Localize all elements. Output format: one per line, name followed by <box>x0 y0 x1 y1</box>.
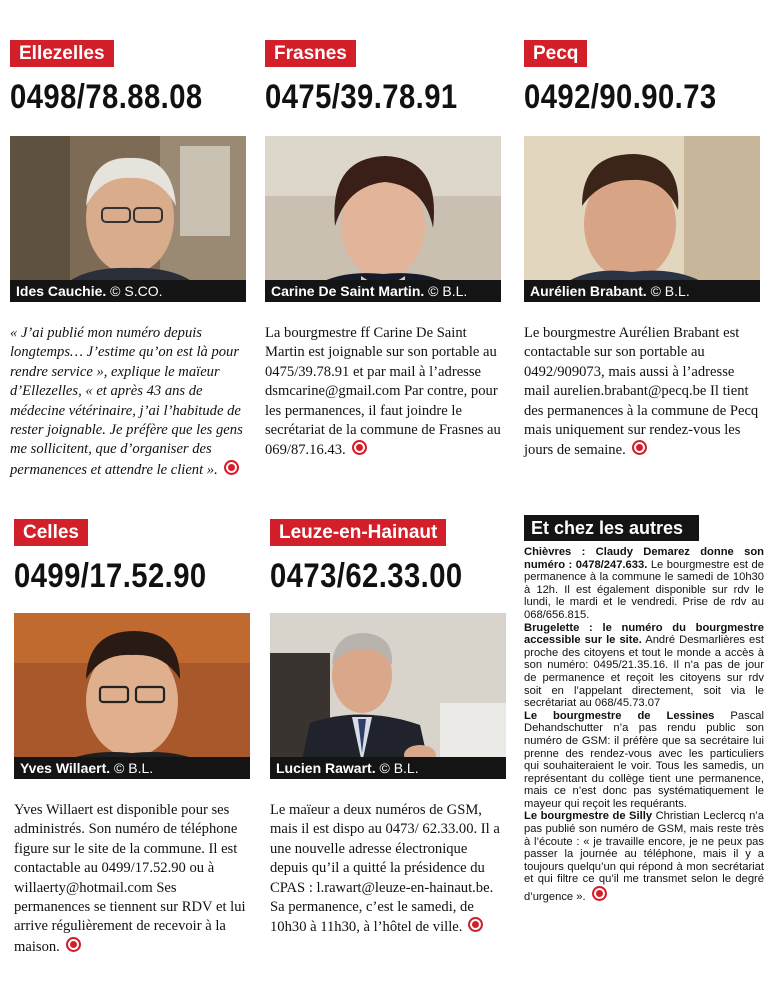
end-mark-icon <box>592 886 607 901</box>
others-item: Le bourgmestre de Silly Christian Leclercq n’a pas publié son numéro de GSM, mais reste très à l’écoute : « je travaille encore, je ne peux pas passer la journée au téléphone, mais il y a toujours quelqu’un qui répond à mon secrétariat et qui filtre ce qu’il me transmet selon le degré d’urgence ». <box>524 810 765 904</box>
photo-caption: Aurélien Brabant. © B.L. <box>524 280 760 302</box>
phone-number: 0498/78.88.08 <box>10 78 203 116</box>
photo-caption: Lucien Rawart. © B.L. <box>270 757 506 779</box>
town-label: Leuze-en-Hainaut <box>270 519 446 546</box>
portrait-photo <box>10 136 246 302</box>
phone-number: 0492/90.90.73 <box>524 78 717 116</box>
portrait-photo <box>524 136 760 302</box>
end-mark-icon <box>66 937 81 952</box>
end-mark-icon <box>468 917 483 932</box>
end-mark-icon <box>352 440 367 455</box>
article-text: La bourgmestre ff Carine De Saint Martin est joignable sur son portable au 0475/39.78.91 et par mail à l’adresse dsmcarine@gmail.com Par contre, pour les permanences, il faut joindre le secrétariat de la commune de Frasnes au 069/87.16.43. <box>265 325 501 459</box>
end-mark-icon <box>224 460 239 475</box>
portrait-photo <box>270 613 506 779</box>
article-text: Yves Willaert est disponible pour ses administrés. Son numéro de téléphone figure sur le site de la commune. Il est contactable au 0499/17.52.90 ou à willaerty@hotmail.com Ses permanences se tiennent sur RDV et lui arrive régulièrement de recevoir à la maison. <box>14 802 246 955</box>
article-text: « J’ai publié mon numéro depuis longtemps… J’estime qu’on est là pour rendre service », explique le maïeur d’Ellezelles, « et après 43 ans de médecine vétérinaire, j’ai l’habitude de rester joignable. Je préfère que les gens me sollicitent, que d’organiser des permanences et attendre le client ». <box>10 325 243 478</box>
town-label: Celles <box>14 519 88 546</box>
town-label: Ellezelles <box>10 40 114 67</box>
phone-number: 0473/62.33.00 <box>270 557 463 595</box>
photo-caption: Ides Cauchie. © S.CO. <box>10 280 246 302</box>
section-title: Et chez les autres <box>524 515 699 541</box>
phone-number: 0475/39.78.91 <box>265 78 458 116</box>
article-text: Le maïeur a deux numéros de GSM, mais il est dispo au 0473/ 62.33.00. Il a une nouvelle adresse électronique depuis qu’il a quitté la présidence du CPAS : l.rawart@leuze-en-hainaut.be. Sa permanence, c’est le samedi, de 10h30 à 11h30, à l’hôtel de ville. <box>270 802 500 936</box>
others-text <box>524 546 764 904</box>
phone-number: 0499/17.52.90 <box>14 557 207 595</box>
others-item: Chièvres : Claudy Demarez donne son numéro : 0478/247.633. Le bourgmestre est de permanence à la commune le samedi de 10h30 à 12h. Il est également disponible sur rdv le lundi, le mardi et le vendredi. Prise de rdv au 068/656.815. <box>524 546 764 621</box>
others-item: Le bourgmestre de Lessines Pascal Dehandschutter n’a pas rendu public son numéro de GSM: il préfère que sa secrétaire lui prenne des rendez-vous avec les particuliers qui souhaiteraient le voir. Tous les samedis, un représentant du collège tient une permanence, mais ce n’est donc pas systématiquement le mayeur qui reçoit les requérants. <box>524 709 764 810</box>
photo-caption: Carine De Saint Martin. © B.L. <box>265 280 501 302</box>
portrait-photo <box>14 613 250 779</box>
others-item: Brugelette : le numéro du bourgmestre accessible sur le site. André Desmarlières est proche des citoyens et tout le monde a accès à son numéro: 0495/21.35.16. Il n’a pas de jour de permanence et reçoit les citoyens sur rdv soit en l’appelant directement, soit via le secrétariat au 068/45.73.07 <box>524 621 764 710</box>
town-label: Frasnes <box>265 40 356 67</box>
end-mark-icon <box>632 440 647 455</box>
town-label: Pecq <box>524 40 587 67</box>
article-text: Le bourgmestre Aurélien Brabant est contactable sur son portable au 0492/909073, mais aussi à l’adresse mail aurelien.brabant@pecq.be Il tient des permanences à la commune de Pecq mais uniquement sur rendez-vous les jours de semaine. <box>524 325 759 459</box>
portrait-photo <box>265 136 501 302</box>
photo-caption: Yves Willaert. © B.L. <box>14 757 250 779</box>
